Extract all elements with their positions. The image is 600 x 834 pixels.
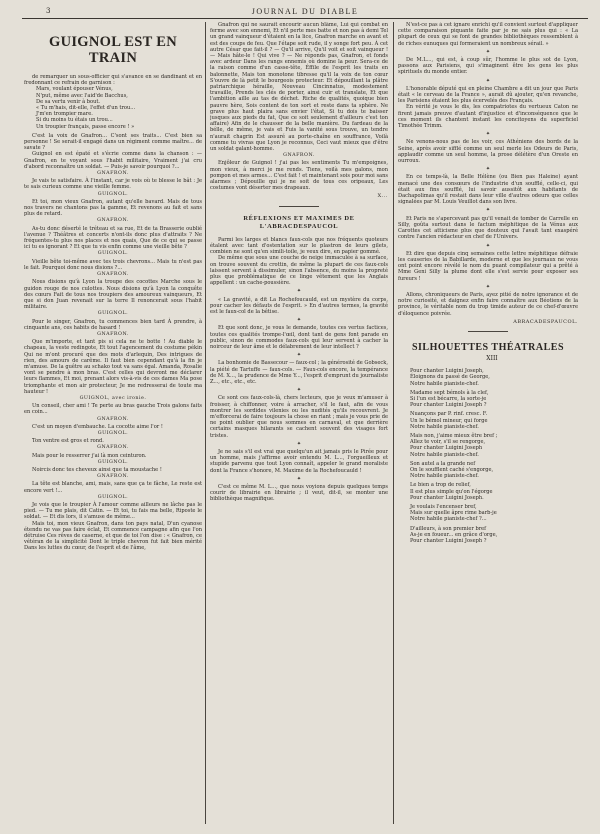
- column-divider: [393, 22, 394, 824]
- poem-stanza: [398, 390, 578, 409]
- dialogue: As-tu donc déserté le tréteau et sa rue, Et de ta Brasserie oublié l'avenue ? Théâtres et concerts n'ont-ils donc plus d'attraits ? Ne fréquentes-tu plus nos places et nos quais, Que de ce qui se passe ici tu es ignorant ? Et que tu vis enfin comme une vieille bête ?: [24, 225, 202, 251]
- article-title: GUIGNOL EST EN TRAIN: [48, 34, 178, 66]
- dialogue: Un conseil, cher ami ! Te perte au bras gauche Trois galons faits en coin...: [24, 403, 202, 416]
- verse-line: Pour chanter Luigini Joseph ?: [410, 402, 487, 409]
- verse-line: Nuançons par P. rinf. cresc. F.: [410, 411, 488, 418]
- verse-line: Notre habile pianiste-chef.: [410, 423, 479, 430]
- paragraph: En vérité je vous le dis, les compatriotes du vertueux Caton ne firent jamais preuve d'autant d'injustice et d'inconséquence que le ces moment ils chantent instant les concitoyens du superficiel Timothée Trimm.: [398, 104, 578, 130]
- verse-line: Notre habile pianiste-chef.: [410, 451, 479, 458]
- verse-line: Si du moins tu étais un trou...: [36, 117, 113, 124]
- verse-line: Je voulais l'encenser bref,: [410, 504, 477, 510]
- column-left: [24, 22, 202, 824]
- ornament-star-icon: ✦: [485, 283, 491, 290]
- verse-line: Mais non, j'aime mieux être bref ;: [410, 432, 498, 439]
- paragraph: En ce temps-là, la Belle Hélène (ou Bien pas Haleine) ayant menacé une des consœurs de l'industrie d'un soufflé, celle-ci, qui était aux fins soufflé, lui savoir aussitôt aux habitants de Dachapolimas qu'il restait dans leur ville d'autres odeurs que celles signalées par M. Louis Veuillot dans son livre.: [398, 174, 578, 206]
- column-divider: [205, 22, 206, 824]
- verse-line: Pour chanter Luigini Joseph.: [410, 494, 484, 501]
- paragraph: Et dire que depuis cinq semaines cette lettre méphitique défraie les causeries de la Babillarde, moderne et que les journaux ne vous ont point encore révélé le nom du puant compilateur qui a prêté à Mme Geni Silly la plume dont elle s'est servie pour exposer ses fureurs !: [398, 250, 578, 282]
- dialogue: La tête est blanche, ami, mais, sans que ça te fâche, Le reste est encore vert !...: [24, 481, 202, 494]
- verse-line: D'ailleurs, à son premier bref: [410, 525, 487, 532]
- speaker-name: GNAFRON.: [97, 218, 129, 224]
- dialogue: Nous disions qu'à Lyon la troupe des cocottes Marche sous le guidon rouge de nos culottes. Nous disions qu'à Lyon la conquête des cœurs Fait de tous nos troupiers des amoureux vainqueurs, Et que si don Juan revenait sur la terre Il renoncerait sous l'habit militaire.: [24, 279, 202, 311]
- speaker-name: GUIGNOL.: [97, 430, 129, 436]
- speaker-name: GNAFRON.: [97, 416, 129, 422]
- song-verse: [24, 86, 202, 129]
- verse-line: J'm'en trompier mare.: [36, 111, 93, 118]
- poem-stanza: [398, 368, 578, 387]
- verse-line: Pour chanter Luigini Joseph ?: [410, 538, 487, 545]
- signature: X...: [377, 193, 388, 200]
- dialogue: Mais pour le resserrer j'ai là mon ceinturon.: [32, 452, 147, 459]
- speaker-name: GUIGNOL.: [97, 459, 129, 465]
- dialogue: Je vais te satisfaire. À l'instant, car je vois où te blesse le bât : Je te sais curieux comme une vieille femme.: [24, 178, 202, 191]
- ornament-star-icon: ✦: [485, 131, 491, 138]
- separator-rule: [468, 331, 508, 332]
- poem-stanza: [398, 411, 578, 430]
- verse-line: Pour chanter Luigini Joseph: [410, 445, 483, 452]
- signature: ABRACADESPAUCOL.: [513, 318, 578, 325]
- paragraph: N'est-ce pas à cet ignare enrichi qu'il convient surtout d'appliquer cette comparaison piquante faite par je ne sais plus qui : « La plupart de ceux qui se font de grandes bibliothèques ressemblent à de riches eunuques qui formeraient un nombreux sérail. »: [398, 22, 578, 47]
- paragraph: « La gravité, a dit La Rochefoucauld, est un mystère du corps, pour cacher les défauts de l'esprit. » En d'autres termes, la gravité est le faux-col de la bêtise.: [210, 296, 388, 315]
- verse-line: N'put, même avec l'aid'de Bacchus,: [36, 92, 128, 99]
- speaker-name: GUIGNOL.: [97, 494, 129, 500]
- paragraph: De même que sous une couche de neige immaculée à sa surface, on trouve souvent du crottin, de même la plupart de ces faux-cols laissent servent à dissimuler, sinon l'absence, du moins la propreté plus que problématique de ce linge vêtement que les Anglais appellent : un cache-poussière.: [210, 255, 388, 287]
- paragraph: La bonhomie de Bassecour — faux-col ; la générosité de Gobseck, la piété de Tartuffe — faux-cols. — Faux-cols encore, la tempérance de M. X..., la prudence de Mme Y..., l'esprit d'emprunt du journaliste Z..., etc., etc., etc.: [210, 360, 388, 385]
- ornament-star-icon: ✦: [296, 288, 302, 295]
- paragraph: Parmi les larges et blancs faux-cols que nos fréquents quoteurs étalent avec tant d'ostentation sur le plastron de leurs gilets, combien ne sont qu'en simili-toile, je veux dire, en papier gommé.: [210, 236, 388, 256]
- speaker-name: GNAFRON.: [97, 171, 129, 177]
- ornament-star-icon: ✦: [485, 166, 491, 173]
- dialogue: C'est un moyen d'embauche. La cocotte aime l'or !: [32, 423, 163, 430]
- ornament-star-icon: ✦: [296, 475, 302, 482]
- paragraph: Allons, chroniqueurs de Paris, ayez pitié de notre ignorance et de notre curiosité, et daignez enfin faire connaître aux Béotiens de la province, le véritable nom du trop timide auteur de ce chef-d'œuvre d'éloquence poivrée.: [398, 291, 578, 317]
- page-number: 3: [46, 7, 51, 15]
- paragraph: C'est ce même M. L..., que nous voyions depuis quelques temps courir de librairie en librairie ; il veut, dit-il, se monter une bibliothèque magnifique.: [210, 484, 388, 503]
- verse-line: Pour chanter Luigini Joseph,: [410, 368, 484, 375]
- verse-line: Il est plus simple qu'on l'égorge: [410, 488, 493, 495]
- paragraph: De M.L..., qui est, à coup sûr, l'homme le plus sot de Lyon, passons aux Parisiens, qui s'imaginent être les gens les plus spirituels du monde entier.: [398, 57, 578, 76]
- page-header: [22, 4, 588, 19]
- verse-line: Mars, voulant épouser Vénus,: [36, 86, 113, 93]
- dialogue: Que m'importe, et tant pis si cela ne te botte ! Au diable le chapeau, la veste redingote, Et tout l'agencement du costume pékin Qui ne m'ont procuré que des mots d'arlequin, Des intrigues de rien, des amours de carême. Il faut bien cependant qu'à la fin je m'amuse. De la guêtre au schako tout va sans égal. Amanda, Rosalie vont se pendre à mon bras. C'est celles qui devront me déclarer leurs flammes, Et moi, prenant alors vis-à-vis de ces dames Ma pose triomphante et mon air protecteur, Je me redresserai de toute ma hauteur !: [24, 339, 202, 395]
- ornament-star-icon: ✦: [296, 352, 302, 359]
- dialogue: Je vois que le troupier À l'amour comme ailleurs ne lâche pas le pied. — Tu me plais, dit Catin. — Et toi, tu fais ma belle, Riposte le soldat. — Et dis lors, il s'amuse de même...: [24, 502, 202, 521]
- speaker-name: GNAFRON.: [97, 331, 129, 337]
- speaker-name: GNAFRON.: [97, 445, 129, 451]
- dialogue: Vieille bête toi-même avec tes trois chevrons... Mais tu n'est pas le fait. Pourquoi donc nous disions ?...: [24, 258, 202, 271]
- ornament-star-icon: ✦: [296, 317, 302, 324]
- poem-stanza: [398, 526, 578, 545]
- verse-line: Son autel a la grande nef: [410, 460, 476, 467]
- verse-line: Notre habile pianiste-chef.: [410, 380, 479, 387]
- journal-title: JOURNAL DU DIABLE: [251, 7, 359, 16]
- poem-stanza: [398, 482, 578, 501]
- poem-stanza: [398, 461, 578, 480]
- poem-stanza: [398, 433, 578, 458]
- verse-line: Madame sept bémols à la clef,: [410, 389, 489, 396]
- speaker-name: GUIGNOL.: [97, 251, 129, 257]
- poem-stanza: [398, 504, 578, 523]
- column-right: [398, 22, 578, 824]
- speaker-name: GNAFRON.: [283, 153, 315, 159]
- ornament-star-icon: ✦: [485, 242, 491, 249]
- separator-rule: [279, 206, 319, 207]
- verse-line: Éloignons du passé de George,: [410, 374, 490, 381]
- section-title: RÉFLEXIONS ET MAXIMES DE L'ABRACDESPAUCOL: [243, 214, 355, 230]
- dialogue: Pour le singer, Gnafron, tu commences bien tard À prendre, à cinquante ans, ces habits de hasard !: [24, 318, 202, 331]
- ornament-star-icon: ✦: [296, 440, 302, 447]
- paragraph: Ce sont ces faux-cols-là, chers lecteurs, que je veux m'amuser à froisser, à chiffonner, voire à arracher, s'il le faut, afin de vous montrer les sordides vilenies ou les nudités qu'ils recouvrent. Je m'efforcerai de faire toujours la chose en riant ; mais je vous prie de ne point oublier que nous sommes en carnaval, et que derrière certains masques hilarants se cachent souvent des visages fort tristes.: [210, 395, 388, 439]
- speaker-name: GUIGNOL, avec ironie.: [79, 395, 147, 401]
- ornament-star-icon: ✦: [485, 48, 491, 55]
- ornament-star-icon: ✦: [296, 387, 302, 394]
- paragraph: Et que sont donc, je vous le demande, toutes ces vertus factices, toutes ces qualités trompe-l'œil, dont tant de gens font parade en public, sinon de commodes faux-cols qui leur servent à cacher la noirceur de leur âme et le délabrement de leur intellect ?: [210, 325, 388, 350]
- paragraph: Enjôleur de Guignol ! j'ai pas les sentiments Tu m'empoignes, mon vieux, à merci je me rends. Tiens, voilà mes galons, mon pompon et mes armes... C'est fait ! et maintenant sois pour moi sans alarmes ; Dépouille qui je ne soit de tous ces oripeaux, Les costumes vont déserter mes drapeaux.: [210, 160, 388, 192]
- verse-line: Si l'un est bécarre, la sorte-je: [410, 395, 487, 402]
- ornament-star-icon: ✦: [485, 77, 491, 84]
- verse-line: As-je en foueur... en grâce d'orge,: [410, 531, 498, 538]
- paragraph: C'est la voix de Gnafron... C'sont ses traits... C'est bien sa personne ! Se serait-il engagé dans un régiment comme maître... de savate ?: [24, 132, 202, 152]
- paragraph: Et Paris ne s'apercevant pas qu'il venait de tomber de Carrelle en Silly, goûta surtout dans le factum méphitique de la Vénus aux Carottes cet atticisme plus que douteux qui l'avait tant exaspéré contre l'ancien rédacteur en chef de l'Univers.: [398, 215, 578, 241]
- verse-line: De sa vertu venir à bout.: [36, 98, 101, 105]
- verse-line: Mais sur quelle âpre rime barb-je: [410, 510, 497, 517]
- dialogue: Mais toi, mon vieux Gnafron, dans ton pays natal, D'un cyanose étendu ne vas pas faire éclat, Et commence campagne afin que l'on détruise Ces rêves de caserne, et que de toi l'on dise : « Gnafron, ce vétéran de la simplicité Dont le triple chevron fut fait bien mérité Dans les luttes du cœur, de l'esprit et de l'âme,: [24, 520, 202, 552]
- paragraph: de remarquer un sous-officier qui s'avance en se dandinant et en fredonnant ce refrain de garnison :: [24, 74, 202, 87]
- verse-line: Notre habile pianiste-chef.: [410, 473, 479, 480]
- verse-line: Un troupier français, passe encore ! »: [36, 123, 135, 130]
- paragraph: L'honorable député qui en pleine Chambre a dit un jour que Paris était « le cerveau de la France », aurait dû ajouter, qu'en revanche, les Parisiens étaient les plus écervelés des Français.: [398, 85, 578, 105]
- speaker-name: GNAFRON.: [97, 272, 129, 278]
- paragraph: Gnafron qui ne saurait encourir aucun blâme, Lui qui combat en ferme avec son ennemi, Et n'il perte mes batte et non pas à demi Tel un grand vainqueur d'étaient en la lice, Gnafron marche en avant et est des coups de feu. Que l'étape soit rude, il y songe fort peu. À cet autre César que fait-il ? — Qu'il arrive, Qu'il voit et soit vainqueur ! — Mais hâte-le ! Qui vive ? — Ne réponds pas, Gnafron, et fonds avec ardeur Dans les rangs ennemis où domine la peur. Sera-ce de la raison comme d'un casse-tête, Éffile de l'esprit les traits en baïonnette, Mais ton monotone tibresse qu'il la voix de ton cœur S'ouvre de là petit le bourgeois protecteur. Et dépouillant la plâtre patriarchique héraille, Nouveau Cincinnatus, modestement travaille, Prends les clés de porter, ainsi cuir et translate, Et que l'ambition aille au tas de déchet. Riche de qualités, quoique bien pauvre hère, Sois content de ton sort et reste dans ta sphère. Ne grave plus haut plaira sans envier l'état, Si tu dois te baisser jusques aux pieds du fat, Que ce soit seulement d'ailleurs c'est ton affaire) Afin de le chausser de la belle manière. Du fardeau de la bélle, de même, je vais et Fuis la vanité sous trouve, un tendre n'aurait chagrin Est assuré au porte-chaîne en souffrance, Voilà comme tu vivras que Lyon je reconnus, Ceci vaut mieux que d'être un soldat galant-homme.: [210, 22, 388, 153]
- verse-line: On le soufflent caché s'engorge,: [410, 466, 494, 473]
- paragraph: Je ne sais s'il est vrai que quelqu'un ait jamais pris le Pirée pour un homme, mais j'affirme avoir entendu M. L..., l'orgueilleux et stupide parvenu que tout Lyon connaît, appeler le grand moraliste dont la France s'honore, M. Maxime de la Rochefoucauld !: [210, 448, 388, 474]
- verse-line: « Tu m'hais, dit-elle, l'effet d'un trou...: [36, 105, 136, 112]
- speaker-name: GUIGNOL.: [97, 191, 129, 197]
- verse-line: Notre habile pianiste-chef ?...: [410, 516, 487, 523]
- column-middle: [210, 22, 388, 824]
- verse-line: Allez te voir, s'il se rengorge,: [410, 439, 486, 446]
- speaker-name: GUIGNOL.: [97, 311, 129, 317]
- section-title: SILHOUETTES THÉATRALES: [411, 341, 565, 353]
- verse-line: Un le bémol mineur, qui forge: [410, 417, 488, 424]
- speaker-name: GNAFRON.: [97, 474, 129, 480]
- dialogue: Ton ventre est gros et rond.: [32, 438, 104, 445]
- ornament-star-icon: ✦: [485, 207, 491, 214]
- paragraph: Guignol en est épaté et s'écrie comme dans la chanson : — Gnafron, en te voyant sous l'habit militaire, Vraiment j'ai cru d'abord reconnaître un soldat. — Puis-je savoir pourquoi ?...: [24, 151, 202, 170]
- dialogue: Noircis donc tes cheveux ainsi que ta moustache !: [32, 466, 162, 473]
- dialogue: Et toi, mon vieux Gnafron, autant qu'elle bavard. Mais de tous nos travers ne chantons pas la gamme, Et revenons au fait et sans plus de retard.: [24, 198, 202, 218]
- verse-line: Le bien a trop de relief,: [410, 482, 471, 489]
- section-number: XIII: [486, 354, 498, 362]
- paragraph: Ne venons-nous pas de les voir, ces Athéniens des bords de la Seine, après avoir sifflé comme un seul merle les Odeurs de Paris, applaudir comme un seul homme, la prose délétère d'un Oreste en ourroux.: [398, 139, 578, 165]
